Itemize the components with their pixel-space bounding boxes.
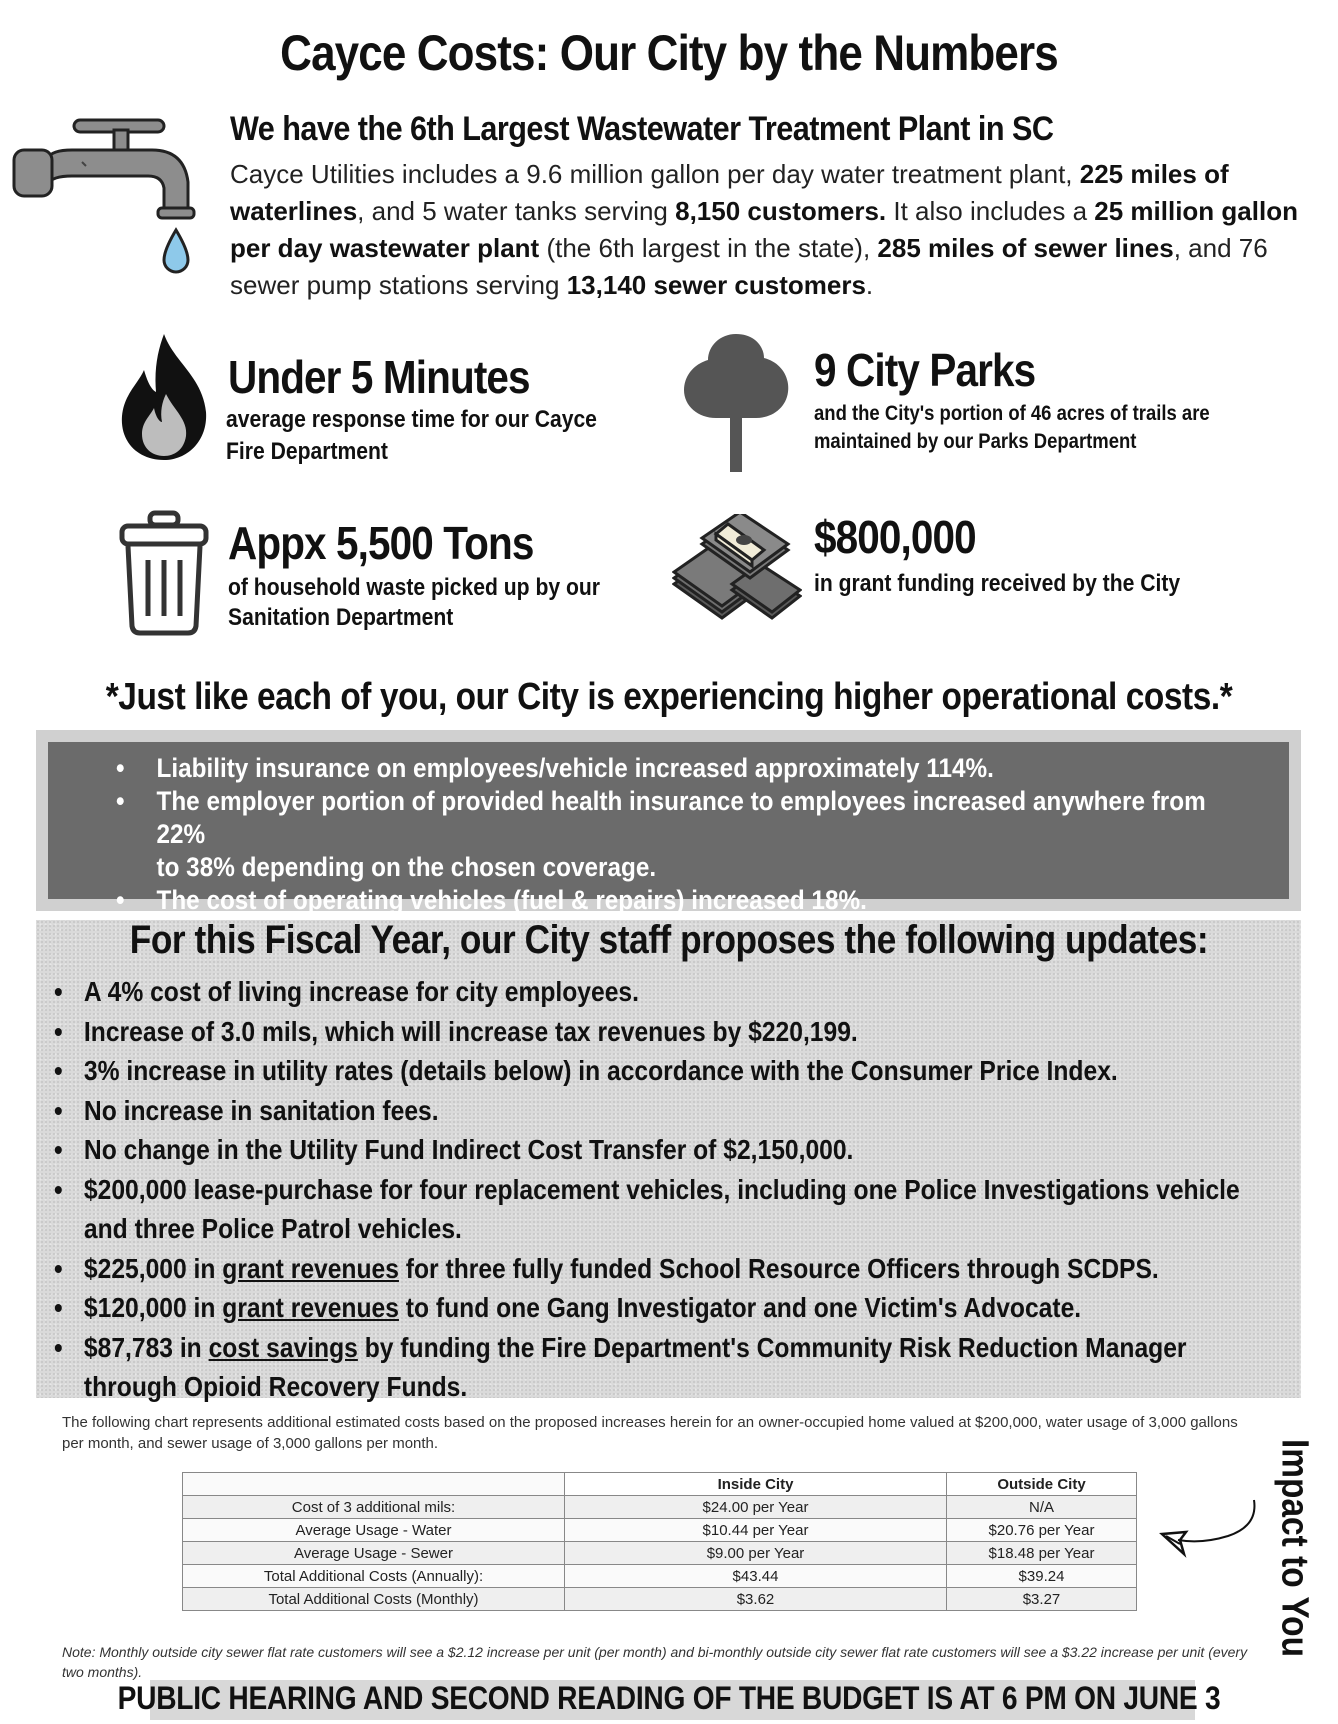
list-item: • 3% increase in utility rates (details below) in accordance with the Consumer Price Index. [54,1051,1251,1091]
table-cell: $3.27 [947,1588,1137,1611]
table-cell: Average Usage - Sewer [183,1542,565,1565]
operational-costs-list [116,752,1214,917]
operational-costs-heading: *Just like each of you, our City is experiencing higher operational costs.* [105,676,1233,718]
operational-costs-box [48,742,1289,915]
table-cell: Cost of 3 additional mils: [183,1496,565,1519]
list-item: • $200,000 lease-purchase for four replacement vehicles, including one Police Investigations vehicle and three Police Patrol vehicles. [54,1170,1251,1249]
list-item: • The employer portion of provided health insurance to employees increased anywhere from 22% to 38% depending on the chosen coverage. [116,785,1214,884]
table-cell: $24.00 per Year [565,1496,947,1519]
table-cell: Total Additional Costs (Monthly) [183,1588,565,1611]
hearing-notice: PUBLIC HEARING AND SECOND READING OF THE BUDGET IS AT 6 PM ON JUNE 3 [117,1680,1221,1716]
tree-icon [680,332,792,472]
faucet-icon [12,118,202,288]
parks-stat-line2: maintained by our Parks Department [814,430,1137,453]
table-row [183,1519,1137,1542]
table-header: Outside City [947,1473,1137,1496]
fiscal-updates-heading: For this Fiscal Year, our City staff proposes the following updates: [129,918,1209,962]
fire-stat-line2: Fire Department [226,438,388,465]
table-row [183,1565,1137,1588]
grant-stat-line1: in grant funding received by the City [814,570,1181,597]
table-row [183,1496,1137,1519]
list-item: • $225,000 in grant revenues for three fully funded School Resource Officers through SCDPS. [54,1249,1251,1289]
table-cell: $9.00 per Year [565,1542,947,1565]
chart-note: The following chart represents additional estimated costs based on the proposed increases herein for an owner-occupied home valued at $200,000, water usage of 3,000 gallons per month, and sewer usage of 3,000 gallons per month. [62,1414,1238,1452]
fiscal-updates-list [54,972,1251,1407]
grant-stat-heading: $800,000 [814,511,976,563]
list-item: • No increase in sanitation fees. [54,1091,1251,1131]
waste-stat-line2: Sanitation Department [228,604,454,631]
table-cell: Average Usage - Water [183,1519,565,1542]
table-cell: Total Additional Costs (Annually): [183,1565,565,1588]
table-cell: $18.48 per Year [947,1542,1137,1565]
list-item: • $120,000 in grant revenues to fund one Gang Investigator and one Victim's Advocate. [54,1288,1251,1328]
table-cell: $43.44 [565,1565,947,1588]
flame-icon [118,332,210,462]
table-cell: $20.76 per Year [947,1519,1137,1542]
impact-label-text: Impact to You [1273,1438,1316,1658]
waste-stat-heading: Appx 5,500 Tons [228,517,534,569]
table-cell: $10.44 per Year [565,1519,947,1542]
cost-table [182,1472,1137,1611]
list-item: • $87,783 in cost savings by funding the Fire Department's Community Risk Reduction Manager through Opioid Recovery Funds. [54,1328,1251,1407]
list-item: • A 4% cost of living increase for city employees. [54,972,1251,1012]
money-stack-icon [672,514,802,630]
list-item: • Liability insurance on employees/vehicle increased approximately 114%. [116,752,1214,785]
parks-stat-line1: and the City's portion of 46 acres of trails are [814,402,1210,425]
table-header: Inside City [565,1473,947,1496]
trash-can-icon [118,510,210,636]
waste-stat-line1: of household waste picked up by our [228,574,600,601]
impact-label [1269,1438,1319,1658]
list-item: • Increase of 3.0 mils, which will increase tax revenues by $220,199. [54,1012,1251,1052]
wastewater-heading: We have the 6th Largest Wastewater Treatment Plant in SC [230,110,1054,148]
table-cell: $3.62 [565,1588,947,1611]
table-row [183,1588,1137,1611]
fire-stat-line1: average response time for our Cayce [226,406,597,433]
table-header-row [183,1473,1137,1496]
table-cell: $39.24 [947,1565,1137,1588]
fire-stat-heading: Under 5 Minutes [228,351,530,403]
list-item: • The cost of operating vehicles (fuel & repairs) increased 18%. [116,884,1214,917]
wastewater-description: Cayce Utilities includes a 9.6 million gallon per day water treatment plant, 225 miles of waterlines, and 5 water tanks serving 8,150 customers. It also includes a 25 million gallon per day wastewater plant (the 6th largest in the state), 285 miles of sewer lines, and 76 sewer pump stations serving 13,140 sewer customers. [230,159,1298,300]
table-cell: N/A [947,1496,1137,1519]
table-row [183,1542,1137,1565]
table-header [183,1473,565,1496]
page-title: Cayce Costs: Our City by the Numbers [280,25,1058,81]
footnote: Note: Monthly outside city sewer flat rate customers will see a $2.12 increase per unit (per month) and bi-monthly outside city sewer flat rate customers will see a $3.22 increase per unit (every two months). [62,1644,1248,1680]
parks-stat-heading: 9 City Parks [814,344,1036,396]
list-item: • No change in the Utility Fund Indirect Cost Transfer of $2,150,000. [54,1130,1251,1170]
arrow-icon [1158,1496,1258,1566]
